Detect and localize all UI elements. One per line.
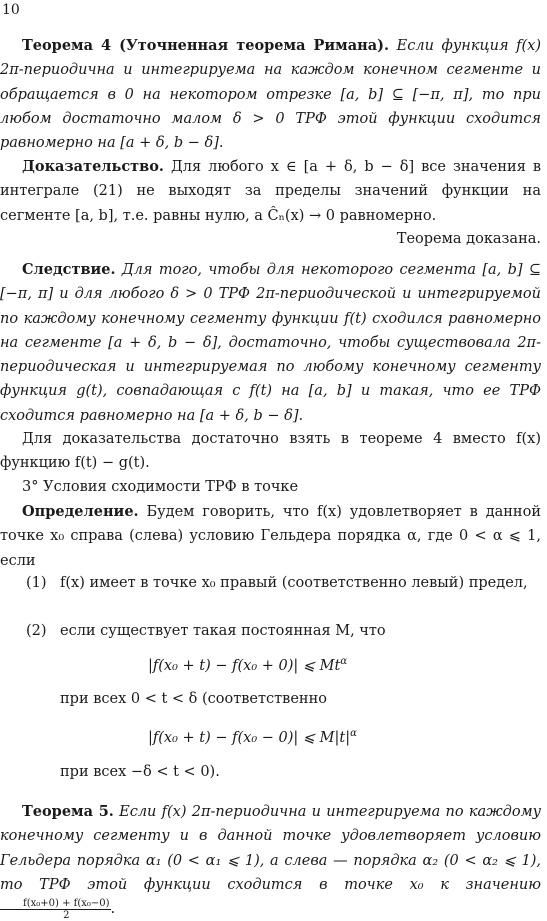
definition bbox=[0, 500, 541, 573]
definition-item-1 bbox=[26, 571, 541, 595]
corollary-note: Для доказательства достаточно взять в теореме 4 вместо f(x) функцию f(t) − g(t). bbox=[0, 431, 541, 472]
limit-fraction: $\frac{\text{f(x₀+0) + f(x₀−0)}}{2}$ bbox=[0, 898, 111, 921]
definition-item-2 bbox=[26, 619, 541, 643]
item-number: (2) bbox=[26, 623, 47, 639]
condition-1: при всех 0 < t < δ (соответственно bbox=[60, 691, 327, 707]
page-number: 10 bbox=[2, 2, 20, 18]
definition-label: Определение. bbox=[22, 503, 139, 520]
item-text: f(x) имеет в точке x₀ правый (соответственно левый) предел, bbox=[60, 575, 528, 591]
theorem-5-label: Теорема 5. bbox=[22, 803, 114, 820]
proof-label: Доказательство. bbox=[22, 158, 164, 175]
corollary-label: Следствие. bbox=[22, 261, 116, 278]
theorem-4-text: Если функция f(x) 2π-периодична и интегрируема на каждом конечном сегменте и обращается в 0 на некотором отрезке [a, b] ⊆ [−π, π], то при любом достаточно малом δ > 0 ТРФ этой функции сходится равномерно на [a + δ, b − δ]. bbox=[0, 38, 541, 152]
corollary-text: Для того, чтобы для некоторого сегмента [a, b] ⊆ [−π, π] и для любого δ > 0 ТРФ 2π-периодической и интегрируемой по каждому конечному сегменту функции f(t) сходился равномерно на сегменте [a + δ, b − δ], достаточно, чтобы существовала 2π-периодическая и интегрируемая по любому конечному сегменту функция g(t), совпадающая с f(t) на [a, b] и такая, что ее ТРФ сходится равномерно на [a + δ, b − δ]. bbox=[0, 262, 541, 424]
theorem-5: Теорема 5. Если f(x) 2π-периодична и интегрируема по каждому конечному сегменту и в данной точке удовлетворяет условию Гельдера порядка α₁ (0 < α₁ ⩽ 1), а слева — порядка α₂ (0 < α₂ ⩽ 1), то ТРФ этой функции сходится в точке x₀ к значению $\frac{\text{f(x₀+0) + f(x₀−0)}}{2}$ . bbox=[0, 803, 541, 921]
definition-text: Будем говорить, что f(x) удовлетворяет в данной точке x₀ справа (слева) условию Гельдера порядка α, где 0 < α ⩽ 1, если bbox=[0, 504, 541, 569]
proof-end: Теорема доказана. bbox=[396, 231, 541, 247]
theorem-4 bbox=[0, 34, 541, 155]
section-heading: 3° Условия сходимости ТРФ в точке bbox=[22, 479, 299, 495]
item-number: (1) bbox=[26, 575, 47, 591]
theorem-4-label: Теорема 4 (Уточненная теорема Римана). bbox=[22, 37, 390, 54]
formula-left-limit: |f(x₀ + t) − f(x₀ − 0)| ⩽ $M|t|^\alpha$ bbox=[148, 728, 357, 746]
proof-text: Для любого x ∈ [a + δ, b − δ] все значения в интеграле (21) не выходят за пределы значений функции на сегменте [a, b], т.е. равны нулю, а Ĉₙ(x) → 0 равномерно. bbox=[0, 159, 541, 224]
formula-right-limit: |f(x₀ + t) − f(x₀ + 0)| ⩽ $Mt^\alpha$ bbox=[148, 656, 348, 674]
item-text: если существует такая постоянная M, что bbox=[60, 623, 386, 639]
corollary bbox=[0, 258, 541, 428]
condition-2: при всех −δ < t < 0). bbox=[60, 764, 220, 780]
proof bbox=[0, 155, 541, 228]
theorem-5-text: Если f(x) 2π-периодична и интегрируема по каждому конечному сегменту и в данной точке удовлетворяет условию Гельдера порядка α₁ (0 < α₁ ⩽ 1), а слева — порядка α₂ (0 < α₂ ⩽ 1), то ТРФ этой функции сходится в точке x₀ к значению bbox=[0, 804, 541, 893]
